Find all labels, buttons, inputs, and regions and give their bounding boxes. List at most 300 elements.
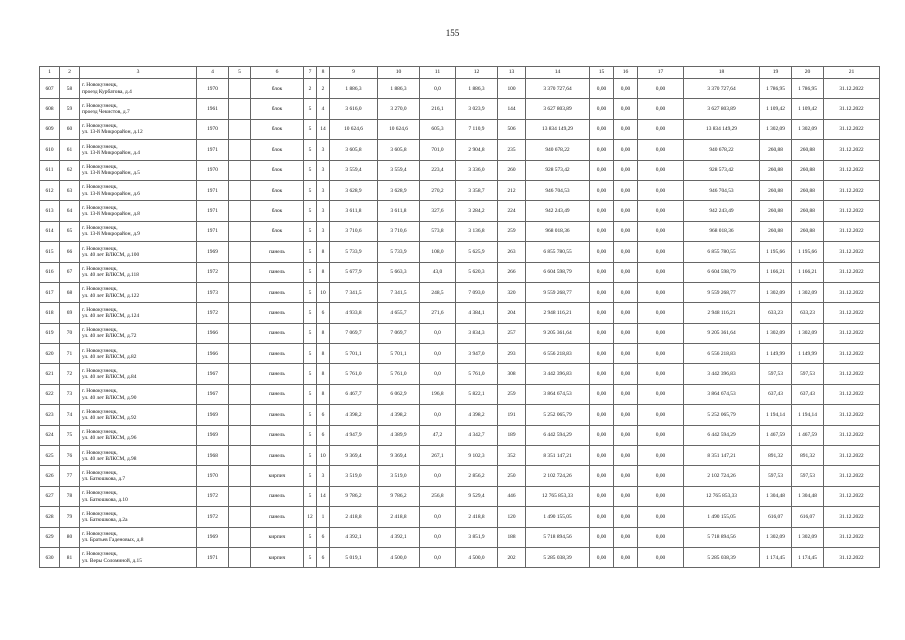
table-cell: 1972 <box>197 486 229 506</box>
address-street: ул. 40 лет ВЛКСМ, д.96 <box>82 435 137 442</box>
table-cell: 506 <box>498 119 526 139</box>
table-cell: 0,00 <box>638 99 684 119</box>
table-cell: 3 851,9 <box>456 527 498 547</box>
address-city: г. Новокузнецк, <box>82 388 118 395</box>
table-cell: 968 018,36 <box>526 221 590 241</box>
table-cell: 0,0 <box>420 323 456 343</box>
table-row <box>40 119 880 139</box>
table-cell: 144 <box>498 99 526 119</box>
table-cell: 0,00 <box>590 282 614 302</box>
table-cell: 5 <box>304 425 317 445</box>
table-cell: 3 605,8 <box>330 140 378 160</box>
table-cell: 3 442 396,83 <box>526 364 590 384</box>
table-cell: 618 <box>40 303 60 323</box>
table-cell: 263 <box>498 242 526 262</box>
table-cell: 1 886,3 <box>330 79 378 99</box>
table-cell: 7 341,5 <box>330 282 378 302</box>
table-cell: 0,00 <box>590 384 614 404</box>
table-row <box>40 180 880 200</box>
table-cell: 10 <box>317 446 330 466</box>
table-row <box>40 99 880 119</box>
table-cell: 13 834 149,29 <box>526 119 590 139</box>
table-cell: 5 761,0 <box>330 364 378 384</box>
table-cell: 31.12.2022 <box>824 384 880 404</box>
table-cell: 3 559,4 <box>378 160 420 180</box>
table-cell: 0,00 <box>638 425 684 445</box>
column-header: 5 <box>229 67 251 79</box>
table-cell: блок <box>251 140 304 160</box>
address-city: г. Новокузнецк, <box>82 449 118 456</box>
table-cell: 1 302,09 <box>760 527 792 547</box>
table-cell: 3 <box>317 221 330 241</box>
table-cell: 2 418,8 <box>330 507 378 527</box>
table-cell: 6 556 218,83 <box>684 344 760 364</box>
table-cell: 7 069,7 <box>378 323 420 343</box>
table-cell: блок <box>251 119 304 139</box>
table-cell: 0,00 <box>590 405 614 425</box>
table-row <box>40 160 880 180</box>
table-cell: 260,88 <box>792 221 824 241</box>
table-cell: 74 <box>60 405 80 425</box>
table-cell: 0,00 <box>614 466 638 486</box>
table-cell: 1 490 155,05 <box>526 507 590 527</box>
table-cell: 0,00 <box>590 262 614 282</box>
table-cell: 607 <box>40 79 60 99</box>
address-cell <box>80 425 197 445</box>
table-row <box>40 282 880 302</box>
table-cell: 630 <box>40 547 60 567</box>
address-city: г. Новокузнецк, <box>82 266 118 272</box>
address-city: г. Новокузнецк, <box>82 82 118 89</box>
table-cell: 31.12.2022 <box>824 119 880 139</box>
table-cell: 597,53 <box>792 466 824 486</box>
address-city: г. Новокузнецк, <box>82 429 118 436</box>
table-cell: 0,00 <box>614 507 638 527</box>
table-cell: 608 <box>40 99 60 119</box>
table-cell: 6 <box>317 405 330 425</box>
table-cell: 75 <box>60 425 80 445</box>
table-cell: 0,00 <box>590 344 614 364</box>
address-cell <box>80 201 197 221</box>
table-cell: 0,00 <box>590 446 614 466</box>
table-cell: 624 <box>40 425 60 445</box>
column-header: 18 <box>684 67 760 79</box>
table-cell: 70 <box>60 323 80 343</box>
table-cell: 5 625,9 <box>456 242 498 262</box>
table-cell: 0,00 <box>590 547 614 567</box>
table-cell: 1 302,09 <box>760 119 792 139</box>
table-cell: 3 370 727,64 <box>526 79 590 99</box>
table-cell: панель <box>251 303 304 323</box>
table-cell: 3 <box>317 140 330 160</box>
table-cell <box>229 99 251 119</box>
table-cell: 0,00 <box>614 384 638 404</box>
table-cell: 0,00 <box>638 303 684 323</box>
table-cell: 0,00 <box>590 180 614 200</box>
table-cell: 3 605,8 <box>378 140 420 160</box>
table-cell: 248,5 <box>420 282 456 302</box>
address-city: г. Новокузнецк, <box>82 245 118 252</box>
table-cell <box>229 119 251 139</box>
table-cell: 31.12.2022 <box>824 466 880 486</box>
address-city: г. Новокузнецк, <box>82 306 118 313</box>
table-cell: 597,53 <box>792 364 824 384</box>
address-street: ул. 13-й Микрорайон, д.9 <box>82 231 140 238</box>
table-cell: 1 194,14 <box>792 405 824 425</box>
table-cell: 940 678,22 <box>526 140 590 160</box>
address-cell <box>80 507 197 527</box>
table-cell: 0,00 <box>638 344 684 364</box>
table-cell: 6 855 780,55 <box>684 242 760 262</box>
table-cell: 5 <box>304 405 317 425</box>
table-cell: 5 <box>304 140 317 160</box>
table-cell: 60 <box>60 119 80 139</box>
table-cell: 614 <box>40 221 60 241</box>
table-cell: 0,00 <box>614 303 638 323</box>
table-cell: 1 109,42 <box>792 99 824 119</box>
table-cell: 7 341,5 <box>378 282 420 302</box>
table-cell <box>229 180 251 200</box>
table-cell: 4 342,7 <box>456 425 498 445</box>
table-cell: блок <box>251 160 304 180</box>
table-cell: 31.12.2022 <box>824 547 880 567</box>
table-cell: 1967 <box>197 364 229 384</box>
table-cell: 1 149,99 <box>792 344 824 364</box>
table-cell: 4 947,9 <box>330 425 378 445</box>
table-cell: 202 <box>498 547 526 567</box>
table-cell: 5 <box>304 323 317 343</box>
table-cell: 942 243,49 <box>684 201 760 221</box>
table-cell: 31.12.2022 <box>824 201 880 221</box>
table-cell: 1 <box>317 507 330 527</box>
table-cell: 1 302,09 <box>792 323 824 343</box>
table-cell: 5 <box>304 221 317 241</box>
table-cell: 5 285 038,39 <box>684 547 760 567</box>
table-cell: 31.12.2022 <box>824 344 880 364</box>
table-cell: 626 <box>40 466 60 486</box>
table-cell: 9 205 361,64 <box>526 323 590 343</box>
address-cell <box>80 466 197 486</box>
table-cell: 5 <box>304 384 317 404</box>
table-cell: 2 <box>304 79 317 99</box>
table-cell: 4 392,1 <box>330 527 378 547</box>
table-row <box>40 486 880 506</box>
table-cell: панель <box>251 323 304 343</box>
table-cell: 7 110,9 <box>456 119 498 139</box>
table-cell: 6 442 594,29 <box>684 425 760 445</box>
address-city: г. Новокузнецк, <box>82 143 118 150</box>
table-row <box>40 242 880 262</box>
table-cell: 625 <box>40 446 60 466</box>
table-row <box>40 466 880 486</box>
table-cell: 259 <box>498 221 526 241</box>
address-city: г. Новокузнецк, <box>82 286 118 293</box>
table-cell: 0,0 <box>420 344 456 364</box>
table-cell: 3 864 674,53 <box>526 384 590 404</box>
table-cell: 2 102 724,26 <box>684 466 760 486</box>
table-cell: 58 <box>60 79 80 99</box>
table-cell: 77 <box>60 466 80 486</box>
table-cell: 12 765 853,33 <box>526 486 590 506</box>
table-cell: 610 <box>40 140 60 160</box>
table-cell: 5 701,1 <box>330 344 378 364</box>
table-cell: панель <box>251 262 304 282</box>
table-cell: 620 <box>40 344 60 364</box>
table-cell: 1 786,95 <box>760 79 792 99</box>
table-cell: панель <box>251 405 304 425</box>
address-street: ул. Батюшкова, д.10 <box>82 496 128 503</box>
table-cell: 968 018,36 <box>684 221 760 241</box>
address-cell <box>80 262 197 282</box>
table-cell: 9 369,4 <box>330 446 378 466</box>
table-cell <box>229 507 251 527</box>
table-cell: 1970 <box>197 466 229 486</box>
address-street: ул. Братьев Гаденовых, д.8 <box>82 537 144 544</box>
table-cell: 5 718 894,56 <box>684 527 760 547</box>
table-cell: 0,00 <box>590 425 614 445</box>
table-cell: 235 <box>498 140 526 160</box>
table-row <box>40 527 880 547</box>
table-cell: 31.12.2022 <box>824 527 880 547</box>
table-cell: 260,88 <box>792 201 824 221</box>
table-cell: 80 <box>60 527 80 547</box>
table-cell: 320 <box>498 282 526 302</box>
table-cell: 7 069,7 <box>330 323 378 343</box>
table-cell: 2 948 116,21 <box>526 303 590 323</box>
table-cell: 14 <box>317 119 330 139</box>
table-cell: 13 834 149,29 <box>684 119 760 139</box>
table-cell <box>229 425 251 445</box>
table-cell: 31.12.2022 <box>824 446 880 466</box>
table-cell: 4 392,1 <box>378 527 420 547</box>
table-cell: 628 <box>40 507 60 527</box>
address-city: г. Новокузнецк, <box>82 123 118 130</box>
table-cell: 6 <box>317 547 330 567</box>
column-header: 11 <box>420 67 456 79</box>
table-cell: 3 <box>317 180 330 200</box>
table-cell: 9 786,2 <box>378 486 420 506</box>
address-city: г. Новокузнецк, <box>82 510 118 517</box>
table-cell: 597,53 <box>760 466 792 486</box>
table-row <box>40 262 880 282</box>
table-cell: 637,43 <box>760 384 792 404</box>
table-cell: 5 822,1 <box>456 384 498 404</box>
address-cell <box>80 446 197 466</box>
table-cell: 0,00 <box>590 99 614 119</box>
table-cell: 5 252 065,79 <box>684 405 760 425</box>
table-cell: 0,00 <box>590 201 614 221</box>
address-city: г. Новокузнецк, <box>82 225 118 232</box>
table-cell: 3 834,3 <box>456 323 498 343</box>
table-cell: блок <box>251 201 304 221</box>
address-street: ул. 13-й Микрорайон, д.12 <box>82 129 143 136</box>
table-cell: 31.12.2022 <box>824 180 880 200</box>
table-cell <box>229 323 251 343</box>
column-header: 20 <box>792 67 824 79</box>
table-cell: 267,1 <box>420 446 456 466</box>
table-cell: 12 <box>304 507 317 527</box>
table-cell: 260,88 <box>792 140 824 160</box>
table-cell: 622 <box>40 384 60 404</box>
table-cell: блок <box>251 99 304 119</box>
address-city: г. Новокузнецк, <box>82 469 118 476</box>
table-cell: 1 109,42 <box>760 99 792 119</box>
table-row <box>40 140 880 160</box>
table-cell: 3 627 803,89 <box>684 99 760 119</box>
table-cell: 1971 <box>197 547 229 567</box>
table-cell: 31.12.2022 <box>824 364 880 384</box>
table-cell: 0,00 <box>614 344 638 364</box>
table-cell: 0,0 <box>420 547 456 567</box>
table-cell: 31.12.2022 <box>824 303 880 323</box>
table-cell: 31.12.2022 <box>824 425 880 445</box>
table-row <box>40 201 880 221</box>
table-cell: 3 864 674,53 <box>684 384 760 404</box>
address-cell <box>80 119 197 139</box>
table-cell: 8 <box>317 384 330 404</box>
table-cell: 891,32 <box>760 446 792 466</box>
table-cell: 293 <box>498 344 526 364</box>
table-cell <box>229 221 251 241</box>
table-cell: 2 856,2 <box>456 466 498 486</box>
table-cell: 1 166,21 <box>760 262 792 282</box>
table-cell <box>229 242 251 262</box>
table-cell: 3 628,9 <box>378 180 420 200</box>
table-cell: 1 302,09 <box>792 119 824 139</box>
address-cell <box>80 282 197 302</box>
column-header: 2 <box>60 67 80 79</box>
table-cell <box>229 344 251 364</box>
table-cell: 0,00 <box>614 425 638 445</box>
address-street: ул. Батюшкова, д.2а <box>82 516 128 523</box>
table-cell: 81 <box>60 547 80 567</box>
table-cell <box>229 140 251 160</box>
address-city: г. Новокузнецк, <box>82 327 118 334</box>
address-city: г. Новокузнецк, <box>82 164 118 171</box>
table-cell: 71 <box>60 344 80 364</box>
table-cell: 189 <box>498 425 526 445</box>
table-cell: 260,88 <box>760 221 792 241</box>
address-street: ул. 40 лет ВЛКСМ, д.90 <box>82 394 137 401</box>
address-street: ул. 13-й Микрорайон, д.6 <box>82 190 140 197</box>
address-cell <box>80 140 197 160</box>
table-cell: 0,00 <box>590 242 614 262</box>
table-cell: 3 628,9 <box>330 180 378 200</box>
table-cell: панель <box>251 425 304 445</box>
table-cell <box>229 466 251 486</box>
table-cell: 928 573,42 <box>684 160 760 180</box>
address-cell <box>80 180 197 200</box>
column-header: 13 <box>498 67 526 79</box>
table-cell: 0,00 <box>614 160 638 180</box>
table-cell: 5 761,0 <box>378 364 420 384</box>
table-row <box>40 507 880 527</box>
table-cell: 9 559 268,77 <box>526 282 590 302</box>
address-street: ул. 40 лет ВЛКСМ, д.92 <box>82 414 137 421</box>
table-cell: 3 947,0 <box>456 344 498 364</box>
table-cell: 6 062,9 <box>378 384 420 404</box>
table-cell: 8 <box>317 323 330 343</box>
table-cell: 76 <box>60 446 80 466</box>
table-cell: 1969 <box>197 527 229 547</box>
table-cell: 10 <box>317 282 330 302</box>
table-cell: 2 948 116,21 <box>684 303 760 323</box>
address-cell <box>80 221 197 241</box>
table-cell: 61 <box>60 140 80 160</box>
table-cell: 327,6 <box>420 201 456 221</box>
table-cell: 31.12.2022 <box>824 405 880 425</box>
address-cell <box>80 486 197 506</box>
table-cell: 0,00 <box>638 446 684 466</box>
table-cell: 67 <box>60 262 80 282</box>
table-cell: 0,00 <box>638 262 684 282</box>
table-cell: 1 302,09 <box>760 282 792 302</box>
column-header: 1 <box>40 67 60 79</box>
table-cell: 250 <box>498 466 526 486</box>
table-cell: 1966 <box>197 323 229 343</box>
table-cell: 9 559 268,77 <box>684 282 760 302</box>
column-header: 7 <box>304 67 317 79</box>
table-cell: 8 <box>317 364 330 384</box>
table-cell <box>229 486 251 506</box>
table-cell: 0,00 <box>638 221 684 241</box>
table-cell: панель <box>251 344 304 364</box>
table-cell: 100 <box>498 79 526 99</box>
table-cell: 597,53 <box>760 364 792 384</box>
table-cell: 1971 <box>197 180 229 200</box>
address-city: г. Новокузнецк, <box>82 531 118 538</box>
table-cell: 4 <box>317 99 330 119</box>
table-cell: 5 <box>304 119 317 139</box>
table-cell: 73 <box>60 384 80 404</box>
table-cell: 5 <box>304 364 317 384</box>
table-cell: 3 <box>317 201 330 221</box>
table-cell: 4 500,0 <box>378 547 420 567</box>
table-cell: 615 <box>40 242 60 262</box>
address-cell <box>80 344 197 364</box>
table-row <box>40 221 880 241</box>
table-cell: 108,0 <box>420 242 456 262</box>
table-cell: 0,00 <box>614 364 638 384</box>
table-cell: 5 <box>304 201 317 221</box>
table-cell: 260,88 <box>760 201 792 221</box>
column-header: 14 <box>526 67 590 79</box>
table-cell: 0,00 <box>638 180 684 200</box>
address-city: г. Новокузнецк, <box>82 490 118 497</box>
table-cell: 9 102,3 <box>456 446 498 466</box>
table-row <box>40 405 880 425</box>
address-cell <box>80 160 197 180</box>
table-cell <box>229 527 251 547</box>
table-cell: 204 <box>498 303 526 323</box>
table-cell: 31.12.2022 <box>824 99 880 119</box>
table-cell: 212 <box>498 180 526 200</box>
table-cell: 3 611,8 <box>378 201 420 221</box>
table-cell <box>229 547 251 567</box>
column-header: 8 <box>317 67 330 79</box>
table-cell: 1 886,3 <box>378 79 420 99</box>
table-cell: 31.12.2022 <box>824 221 880 241</box>
table-cell: 4 933,8 <box>330 303 378 323</box>
table-cell: 3 710,6 <box>378 221 420 241</box>
table-cell: 5 620,3 <box>456 262 498 282</box>
table-cell: 3 136,8 <box>456 221 498 241</box>
table-cell: 72 <box>60 364 80 384</box>
address-street: ул. 40 лет ВЛКСМ, д.84 <box>82 374 137 381</box>
table-cell: 352 <box>498 446 526 466</box>
table-cell: 5 <box>304 99 317 119</box>
table-cell: 1972 <box>197 303 229 323</box>
